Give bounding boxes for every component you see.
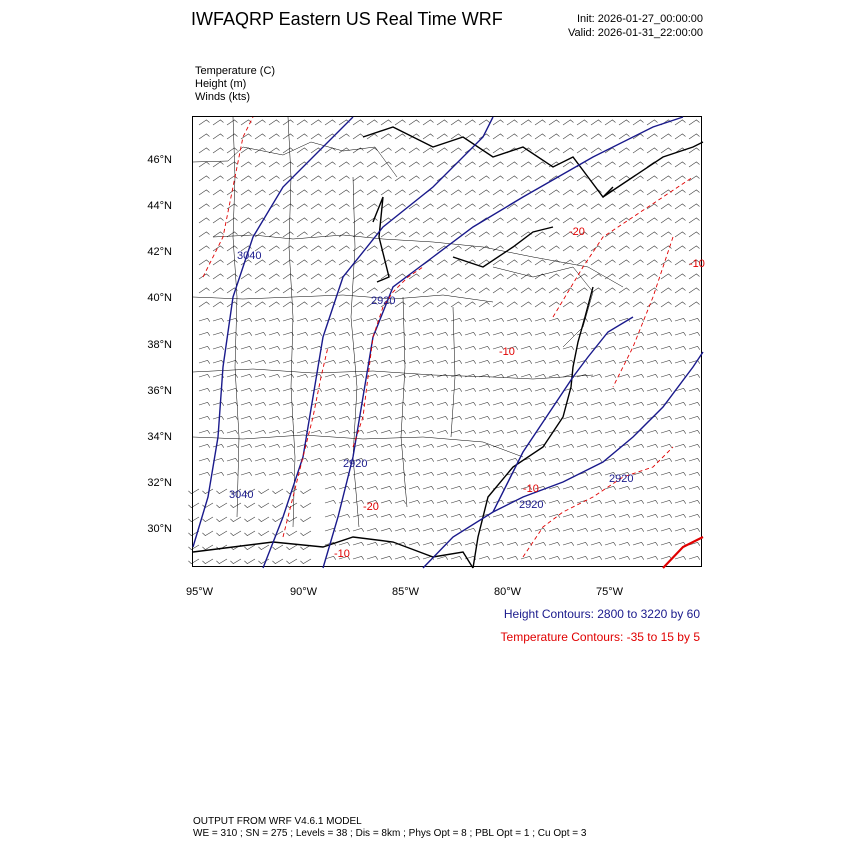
lat-label-30: 30°N bbox=[147, 523, 172, 535]
lat-label-38: 38°N bbox=[147, 339, 172, 351]
lat-label-42: 42°N bbox=[147, 246, 172, 258]
height-contour-label: 2920 bbox=[343, 458, 368, 470]
height-contour-label: 3040 bbox=[229, 489, 254, 501]
init-time: Init: 2026-01-27_00:00:00 bbox=[577, 13, 703, 25]
coastlines-and-lakes bbox=[193, 127, 703, 568]
height-contour-label: 3040 bbox=[237, 250, 262, 262]
lon-label-75: 75°W bbox=[596, 586, 624, 598]
model-info-line-1: OUTPUT FROM WRF V4.6.1 MODEL bbox=[193, 816, 362, 827]
temperature-contour-note: Temperature Contours: -35 to 15 by 5 bbox=[500, 630, 700, 644]
temperature-contour-label: -10 bbox=[523, 483, 539, 495]
height-contour-label: 2920 bbox=[609, 473, 634, 485]
lon-label-80: 80°W bbox=[494, 586, 522, 598]
lat-label-32: 32°N bbox=[147, 477, 172, 489]
lat-label-44: 44°N bbox=[147, 200, 172, 212]
height-contour-label: 2920 bbox=[519, 499, 544, 511]
temperature-contour-label: -20 bbox=[363, 501, 379, 513]
height-contour-note: Height Contours: 2800 to 3220 by 60 bbox=[503, 607, 700, 621]
lat-label-40: 40°N bbox=[147, 292, 172, 304]
lat-label-34: 34°N bbox=[147, 431, 172, 443]
chart-title: IWFAQRP Eastern US Real Time WRF bbox=[191, 9, 503, 29]
temperature-contour-label: -10 bbox=[499, 346, 515, 358]
wind-barbs bbox=[188, 120, 699, 564]
legend-winds: Winds (kts) bbox=[195, 91, 250, 103]
map-plot bbox=[193, 117, 703, 568]
map-panel bbox=[192, 116, 705, 567]
temperature-contours bbox=[203, 117, 693, 557]
lat-label-36: 36°N bbox=[147, 385, 172, 397]
lat-label-46: 46°N bbox=[147, 154, 172, 166]
land-boundaries bbox=[193, 117, 623, 527]
legend-height: Height (m) bbox=[195, 78, 247, 90]
wind-barb-field bbox=[188, 120, 699, 564]
legend-temperature: Temperature (C) bbox=[195, 65, 276, 77]
temperature-contour-label: -10 bbox=[334, 548, 350, 560]
lon-label-95: 95°W bbox=[186, 586, 214, 598]
lon-label-90: 90°W bbox=[290, 586, 318, 598]
valid-time: Valid: 2026-01-31_22:00:00 bbox=[568, 27, 703, 39]
model-info-line-2: WE = 310 ; SN = 275 ; Levels = 38 ; Dis = 8km ; Phys Opt = 8 ; PBL Opt = 1 ; Cu Opt = 3 bbox=[193, 828, 587, 839]
temperature-contour-label: -10 bbox=[689, 258, 705, 270]
height-contour-label: 2920 bbox=[371, 295, 396, 307]
temperature-contour-label: -20 bbox=[569, 226, 585, 238]
lon-label-85: 85°W bbox=[392, 586, 420, 598]
warm-contour-edge bbox=[663, 537, 703, 568]
